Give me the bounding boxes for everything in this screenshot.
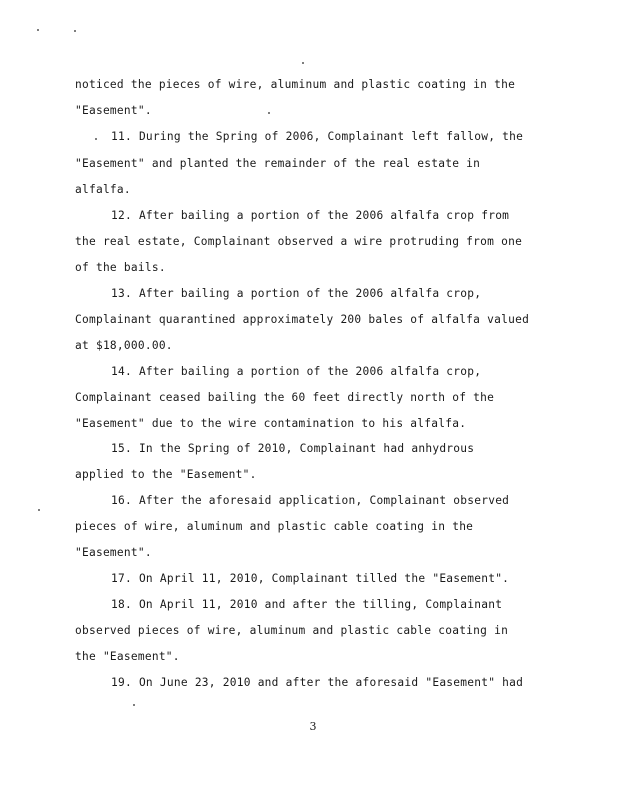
- paragraph-12-line: 12. After bailing a portion of the 2006 alfalfa crop from: [111, 209, 510, 222]
- body-line: applied to the "Easement".: [75, 468, 257, 481]
- paragraph-15-line: 15. In the Spring of 2010, Complainant had anhydrous: [111, 442, 475, 455]
- body-line: Complainant quarantined approximately 200 bales of alfalfa valued: [75, 313, 530, 326]
- body-line: observed pieces of wire, aluminum and plastic cable coating in: [75, 624, 509, 637]
- scan-speck: [268, 112, 270, 114]
- scan-speck: [38, 509, 40, 511]
- paragraph-17-line: 17. On April 11, 2010, Complainant tilled the "Easement".: [111, 572, 510, 585]
- paragraph-11-line: 11. During the Spring of 2006, Complainant left fallow, the: [111, 130, 524, 143]
- scan-speck: [302, 62, 304, 64]
- body-line: Complainant ceased bailing the 60 feet directly north of the: [75, 391, 495, 404]
- body-line: of the bails.: [75, 261, 166, 274]
- body-line: "Easement" due to the wire contamination to his alfalfa.: [75, 417, 467, 430]
- body-line: pieces of wire, aluminum and plastic cable coating in the: [75, 520, 474, 533]
- paragraph-13-line: 13. After bailing a portion of the 2006 alfalfa crop,: [111, 287, 482, 300]
- scan-speck: [74, 30, 76, 32]
- body-line: noticed the pieces of wire, aluminum and plastic coating in the: [75, 78, 516, 91]
- body-line: alfalfa.: [75, 183, 131, 196]
- paragraph-14-line: 14. After bailing a portion of the 2006 alfalfa crop,: [111, 365, 482, 378]
- paragraph-16-line: 16. After the aforesaid application, Complainant observed: [111, 494, 510, 507]
- body-line: the "Easement".: [75, 650, 180, 663]
- body-line: "Easement".: [75, 104, 152, 117]
- paragraph-18-line: 18. On April 11, 2010 and after the tilling, Complainant: [111, 598, 503, 611]
- page-number: 3: [309, 720, 317, 733]
- body-line: "Easement" and planted the remainder of the real estate in: [75, 157, 481, 170]
- paragraph-19-line: 19. On June 23, 2010 and after the aforesaid "Easement" had: [111, 676, 524, 689]
- scan-speck: [133, 704, 135, 706]
- body-line: "Easement".: [75, 546, 152, 559]
- scan-speck: [95, 138, 97, 140]
- body-line: at $18,000.00.: [75, 339, 173, 352]
- scan-speck: [37, 29, 39, 31]
- body-line: the real estate, Complainant observed a wire protruding from one: [75, 235, 523, 248]
